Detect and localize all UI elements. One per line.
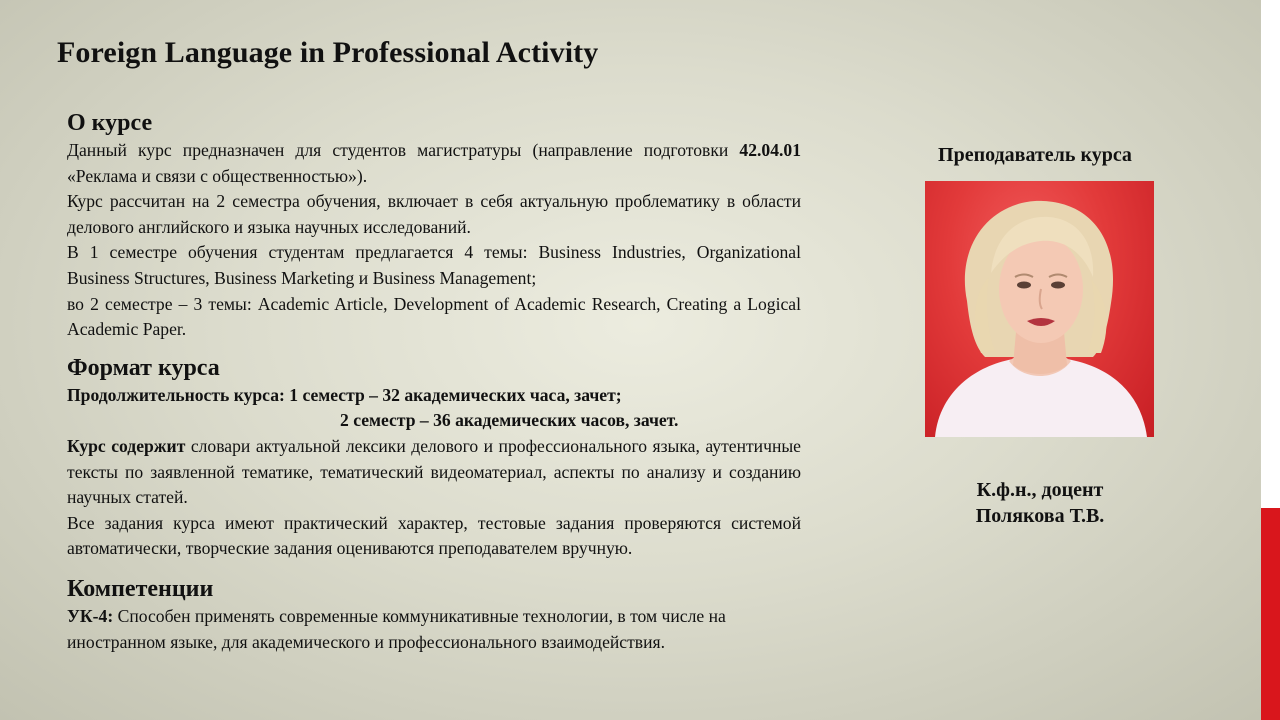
- right-edge-red-accent: [1261, 508, 1280, 720]
- course-description: [67, 108, 801, 655]
- competency-code: УК-4:: [67, 605, 114, 626]
- about-program-tail: «Реклама и связи с общественностью»).: [67, 165, 368, 186]
- competencies-heading: Компетенции: [67, 575, 214, 602]
- teacher-photo: [925, 181, 1154, 437]
- competency-text: Способен применять современные коммуникативные технологии, в том числе на иностранном языке, для академического и профессионального взаимодействия.: [67, 605, 726, 652]
- teacher-degree: К.ф.н., доцент: [976, 479, 1104, 501]
- about-paragraph-program: [67, 138, 801, 189]
- about-heading: О курсе: [67, 110, 153, 136]
- teacher-label: Преподаватель курса: [938, 144, 1132, 166]
- competency-uk4: [67, 604, 767, 655]
- format-paragraph-tasks: Все задания курса имеют практический характер, тестовые задания проверяются системой автоматически, творческие задания оцениваются преподавателем вручную.: [67, 512, 801, 559]
- about-paragraph-semesters: Курс рассчитан на 2 семестра обучения, включает в себя актуальную проблематику в области делового английского и языка научных исследований.: [67, 191, 801, 237]
- about-paragraph-semester-2: во 2 семестре – 3 темы: Academic Article, Development of Academic Research, Creating a Logical Academic Paper.: [67, 293, 801, 340]
- duration-line-2: 2 семестр – 36 академических часов, зачет.: [340, 410, 679, 431]
- about-paragraph-semester-1: В 1 семестре обучения студентам предлагается 4 темы: Business Industries, Organizational Business Structures, Business Marketing и Business Management;: [67, 242, 801, 288]
- format-paragraph-contents: [67, 434, 801, 511]
- format-heading: Формат курса: [67, 354, 220, 381]
- contains-text: словари актуальной лексики делового и профессионального языка, аутентичные тексты по заявленной тематике, тематический видеоматериал, аспекты по анализу и созданию научных статей.: [67, 435, 801, 508]
- duration-line-1: Продолжительность курса: 1 семестр – 32 академических часа, зачет;: [67, 384, 622, 405]
- program-code: 42.04.01: [739, 140, 801, 160]
- contains-label: Курс содержит: [67, 435, 186, 456]
- about-program-text: Данный курс предназначен для студентов магистратуры (направление подготовки: [67, 140, 740, 160]
- teacher-name: Полякова Т.В.: [975, 505, 1105, 527]
- slide-title: Foreign Language in Professional Activity: [57, 36, 599, 69]
- teacher-name-block: [900, 477, 1180, 529]
- teacher-portrait-illustration: [925, 181, 1154, 437]
